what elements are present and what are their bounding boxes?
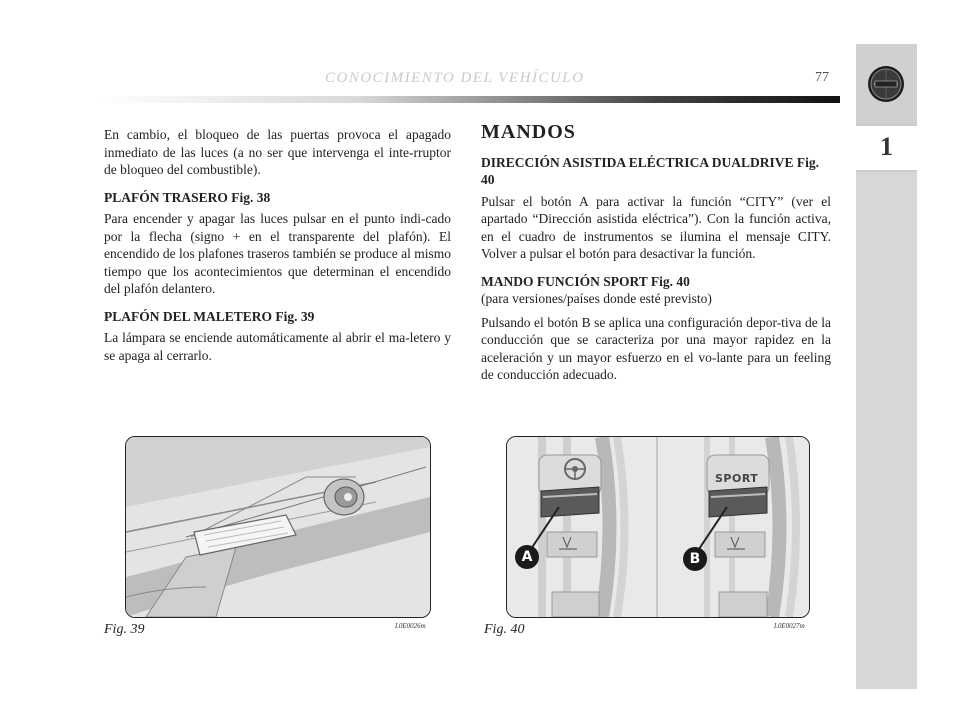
section-text-sport: Pulsando el botón B se aplica una configuración depor-tiva de la conducción que se caracteriza por una mayor rapidez en la aceleración y un mayor esfuerzo en el vo-lante para un feeling de conducción adecuado. [481, 314, 831, 382]
section-text-plafon-trasero: Para encender y apagar las luces pulsar en el punto indi-cado por la flecha (signo + en el transparente del plafón). El encendido de los plafones traseros también se produce al mismo tiempo que los acontecimientos que determinan el encendido del plafón delantero. [104, 211, 451, 296]
figure-40-controls [506, 436, 810, 618]
section-text-dualdrive: Pulsar el botón A para activar la función “CITY” (ver el apartado “Dirección asistida eléctrica”). Con la función activa, en el cuadro de instrumentos se ilumina el mensaje CITY. Volver a pulsar el botón para desactivar la función. [481, 193, 831, 261]
controls-illustration [507, 437, 809, 617]
button-a-marker: A [515, 545, 539, 569]
section-subtitle-sport: (para versiones/países donde esté previsto) [481, 291, 712, 306]
section-heading-sport: MANDO FUNCIÓN SPORT Fig. 40 [481, 273, 690, 289]
section-heading-plafon-trasero: PLAFÓN TRASERO Fig. 38 [104, 189, 271, 205]
chapter-number: 1 [880, 132, 893, 161]
button-b-marker: B [683, 547, 707, 571]
lancia-logo-icon [866, 64, 906, 104]
sport-button-label: SPORT [715, 472, 759, 485]
left-column [104, 126, 451, 374]
section-heading-dualdrive: DIRECCIÓN ASISTIDA ELÉCTRICA DUALDRIVE Fig. 40 [481, 154, 819, 187]
running-header-title: CONOCIMIENTO DEL VEHÍCULO [325, 70, 585, 86]
left-intro-paragraph: En cambio, el bloqueo de las puertas provoca el apagado inmediato de las luces (a no ser que intervenga el inte-rruptor de bloqueo del combustible). [104, 127, 451, 177]
figure-39-code: L0E0026m [395, 622, 426, 630]
figure-39-trunk-lamp [125, 436, 431, 618]
figure-39-caption: Fig. 39 [104, 622, 145, 637]
figure-40-code: L0E0027m [774, 622, 805, 630]
right-column [481, 121, 831, 394]
section-title-mandos: MANDOS [481, 121, 576, 143]
section-heading-plafon-maletero: PLAFÓN DEL MALETERO Fig. 39 [104, 308, 315, 324]
trunk-lamp-illustration [126, 437, 430, 617]
page-number: 77 [815, 70, 829, 85]
figure-40-caption: Fig. 40 [484, 622, 525, 637]
header-rule [100, 96, 840, 103]
section-text-plafon-maletero: La lámpara se enciende automáticamente al abrir el ma-letero y se apaga al cerrarlo. [104, 330, 451, 363]
